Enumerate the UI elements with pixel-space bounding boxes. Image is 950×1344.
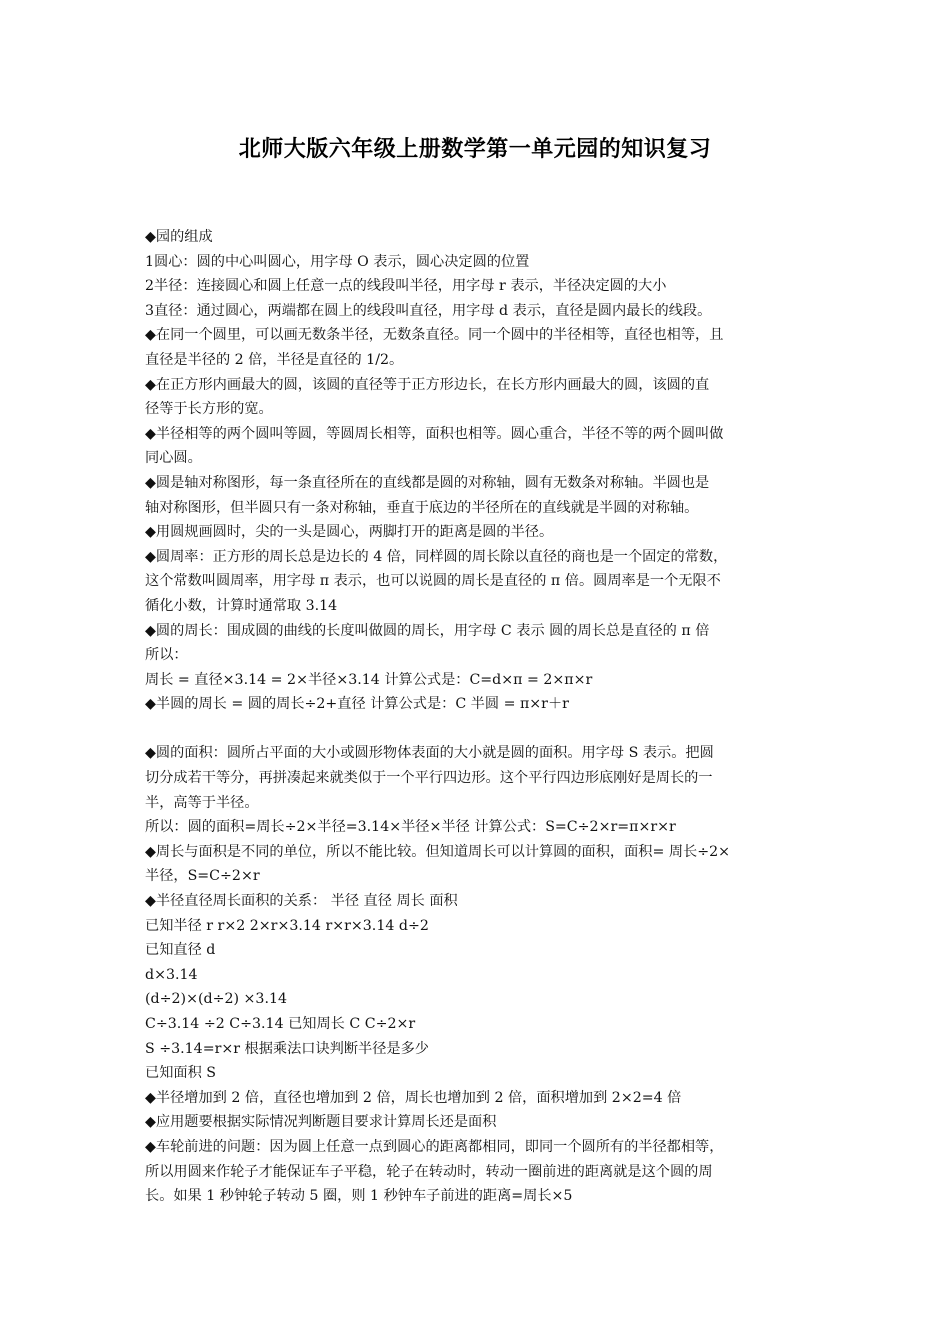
text-line: 已知面积 S bbox=[145, 1065, 216, 1082]
text-line: d×3.14 bbox=[145, 966, 198, 983]
text-line: 轴对称图形，但半圆只有一条对称轴，垂直于底边的半径所在的直线就是半圆的对称轴。 bbox=[145, 499, 699, 516]
text-line: 半径，S=C÷2×r bbox=[145, 868, 260, 885]
blank-line bbox=[145, 717, 810, 742]
document-body bbox=[145, 225, 810, 1209]
text-line: S ÷3.14=r×r 根据乘法口诀判断半径是多少 bbox=[145, 1040, 429, 1057]
text-line: 径等于长方形的宽。 bbox=[145, 401, 273, 418]
text-line: ◆圆是轴对称图形，每一条直径所在的直线都是圆的对称轴，圆有无数条对称轴。半圆也是 bbox=[145, 474, 710, 491]
text-line: ◆半径相等的两个圆叫等圆，等圆周长相等，面积也相等。圆心重合，半径不等的两个圆叫做 bbox=[145, 425, 724, 442]
text-line: 已知直径 d bbox=[145, 942, 216, 959]
text-line: 切分成若干等分，再拼凑起来就类似于一个平行四边形。这个平行四边形底刚好是周长的一 bbox=[145, 770, 713, 787]
text-line: ◆园的组成 bbox=[145, 229, 213, 245]
text-line: 长。如果 1 秒钟轮子转动 5 圈，则 1 秒钟车子前进的距离=周长×5 bbox=[145, 1188, 573, 1205]
text-line: ◆半径直径周长面积的关系： 半径 直径 周长 面积 bbox=[145, 893, 458, 910]
document-title: 北师大版六年级上册数学第一单元园的知识复习 bbox=[238, 137, 712, 162]
text-line: ◆在同一个圆里，可以画无数条半径，无数条直径。同一个圆中的半径相等，直径也相等，且 bbox=[145, 327, 724, 344]
text-line: 2半径：连接圆心和圆上任意一点的线段叫半径，用字母 r 表示，半径决定圆的大小 bbox=[145, 278, 667, 295]
text-line: C÷3.14 ÷2 C÷3.14 已知周长 C C÷2×r bbox=[145, 1016, 416, 1032]
text-line: 已知半径 r r×2 2×r×3.14 r×r×3.14 d÷2 bbox=[145, 917, 429, 934]
text-line: 这个常数叫圆周率，用字母 π 表示，也可以说圆的周长是直径的 π 倍。圆周率是一个无限不 bbox=[145, 573, 721, 590]
text-line: 周长 = 直径×3.14 = 2×半径×3.14 计算公式是：C=d×π = 2×π×r bbox=[145, 671, 593, 688]
text-line: 所以用圆来作轮子才能保证车子平稳，轮子在转动时，转动一圈前进的距离就是这个圆的周 bbox=[145, 1163, 713, 1180]
text-line: (d÷2)×(d÷2) ×3.14 bbox=[145, 991, 288, 1008]
text-line: ◆半径增加到 2 倍，直径也增加到 2 倍，周长也增加到 2 倍，面积增加到 2×2=4 倍 bbox=[145, 1089, 682, 1106]
text-line: ◆圆的周长：围成圆的曲线的长度叫做圆的周长，用字母 C 表示 圆的周长总是直径的 π 倍 bbox=[145, 622, 710, 639]
text-line: ◆应用题要根据实际情况判断题目要求计算周长还是面积 bbox=[145, 1114, 497, 1131]
text-line: 半，高等于半径。 bbox=[145, 794, 259, 811]
text-line: 直径是半径的 2 倍，半径是直径的 1/2。 bbox=[145, 351, 404, 368]
text-line: ◆在正方形内画最大的圆，该圆的直径等于正方形边长，在长方形内画最大的圆，该圆的直 bbox=[145, 376, 710, 393]
text-line: 循化小数，计算时通常取 3.14 bbox=[145, 597, 338, 614]
text-line: 同心圆。 bbox=[145, 450, 202, 467]
text-line: ◆圆周率：正方形的周长总是边长的 4 倍，同样圆的周长除以直径的商也是一个固定的常数， bbox=[145, 548, 728, 565]
text-line: ◆车轮前进的问题：因为圆上任意一点到圆心的距离都相同，即同一个圆所有的半径都相等， bbox=[145, 1138, 724, 1155]
text-line: ◆用圆规画圆时，尖的一头是圆心，两脚打开的距离是圆的半径。 bbox=[145, 524, 554, 541]
text-line: 3直径：通过圆心，两端都在圆上的线段叫直径，用字母 d 表示，直径是圆内最长的线段。 bbox=[145, 302, 712, 319]
text-line: 所以：圆的面积=周长÷2×半径=3.14×半径×半径 计算公式：S=C÷2×r=π×r×r bbox=[145, 819, 676, 836]
text-line: ◆周长与面积是不同的单位，所以不能比较。但知道周长可以计算圆的面积，面积= 周长÷2× bbox=[145, 843, 731, 860]
text-line: 1圆心：圆的中心叫圆心，用字母 O 表示，圆心决定圆的位置 bbox=[145, 253, 530, 270]
text-line: ◆圆的面积：圆所占平面的大小或圆形物体表面的大小就是圆的面积。用字母 S 表示。把圆 bbox=[145, 745, 714, 762]
text-line: ◆半圆的周长 = 圆的周长÷2+直径 计算公式是：C 半圆 = π×r＋r bbox=[145, 696, 569, 713]
text-line: 所以： bbox=[145, 647, 188, 664]
